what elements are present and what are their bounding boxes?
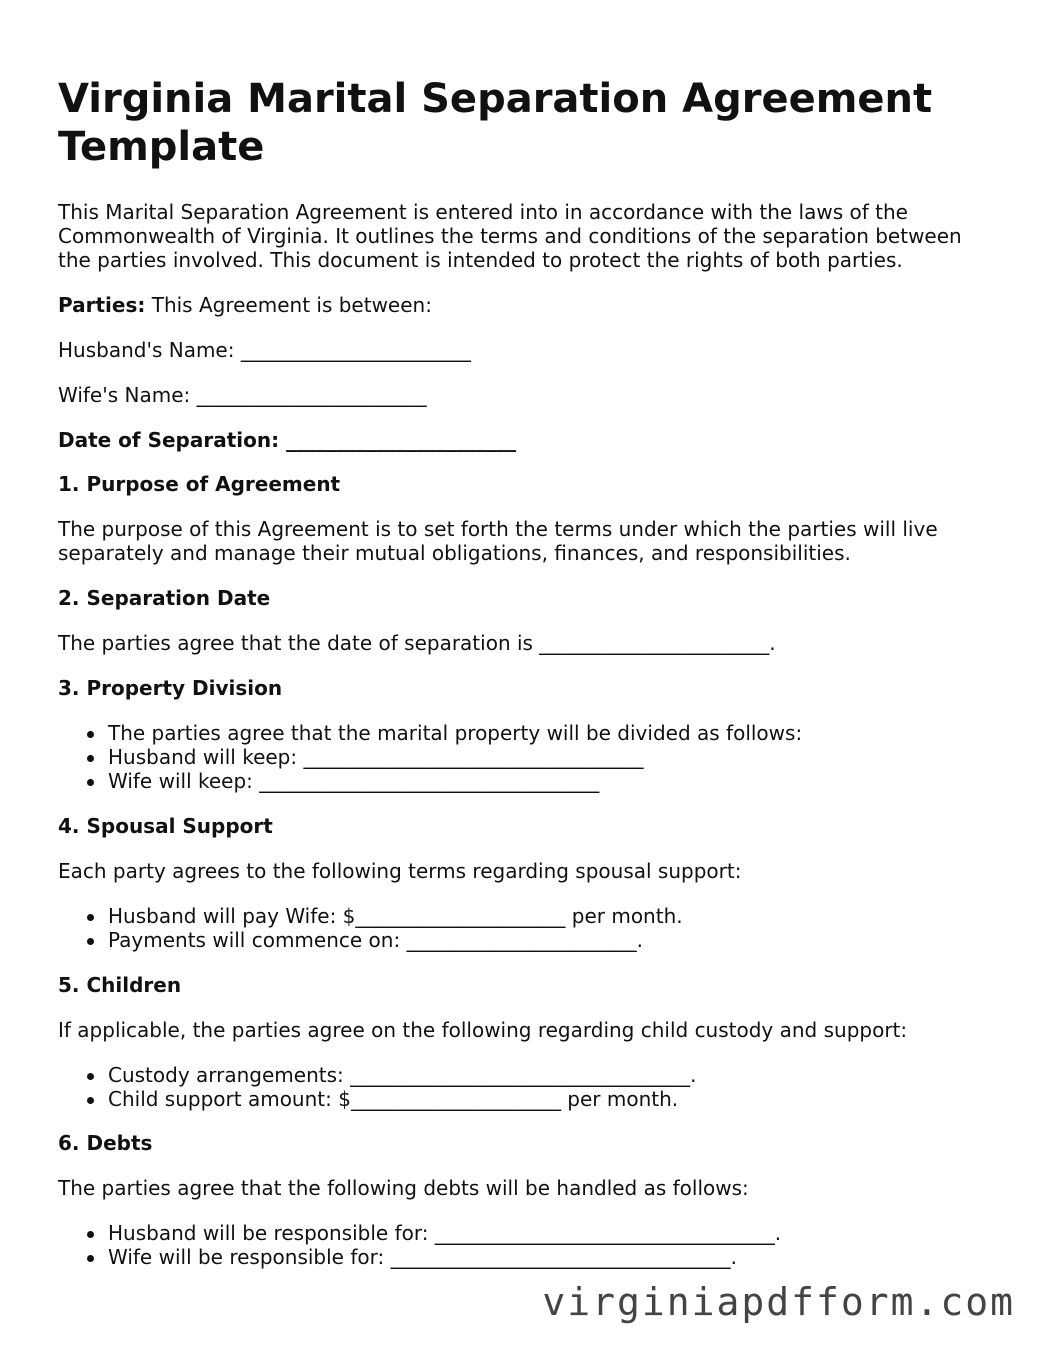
section-1-line-1: The purpose of this Agreement is to set forth the terms under which the parties will live xyxy=(58,517,938,541)
section-3-item-2: Husband will keep: __________________________________ xyxy=(108,745,644,769)
section-5-item-2: Child support amount: $_____________________ per month. xyxy=(108,1087,679,1111)
section-4-item-2: Payments will commence on: _______________________. xyxy=(108,928,643,952)
intro-line-3: the parties involved. This document is intended to protect the rights of both parties. xyxy=(58,248,903,272)
document-title: Virginia Marital Separation Agreement Template xyxy=(58,76,933,170)
parties-line xyxy=(58,293,432,317)
separation-date-field: Date of Separation: _______________________ xyxy=(58,428,517,452)
section-2-text: The parties agree that the date of separation is _______________________. xyxy=(58,631,776,655)
section-6-item-1: Husband will be responsible for: __________________________________. xyxy=(108,1221,782,1245)
parties-text: This Agreement is between: xyxy=(145,293,432,317)
section-3-item-3: Wife will keep: __________________________________ xyxy=(108,769,600,793)
section-5-heading: 5. Children xyxy=(58,973,182,997)
section-5-item-1: Custody arrangements: __________________________________. xyxy=(108,1063,697,1087)
section-3-heading: 3. Property Division xyxy=(58,676,283,700)
section-4-item-1: Husband will pay Wife: $_____________________ per month. xyxy=(108,904,683,928)
wife-name-field: Wife's Name: _______________________ xyxy=(58,383,427,407)
section-4-heading: 4. Spousal Support xyxy=(58,814,273,838)
section-2-heading: 2. Separation Date xyxy=(58,586,271,610)
intro-line-1: This Marital Separation Agreement is entered into in accordance with the laws of the xyxy=(58,200,908,224)
section-3-item-1: The parties agree that the marital property will be divided as follows: xyxy=(108,721,803,745)
section-1-heading: 1. Purpose of Agreement xyxy=(58,472,341,496)
section-5-text: If applicable, the parties agree on the following regarding child custody and support: xyxy=(58,1018,908,1042)
section-1-line-2: separately and manage their mutual obligations, finances, and responsibilities. xyxy=(58,541,851,565)
husband-name-field: Husband's Name: _______________________ xyxy=(58,338,471,362)
site-watermark: virginiapdfform.com xyxy=(542,1280,1015,1324)
intro-line-2: Commonwealth of Virginia. It outlines the terms and conditions of the separation between xyxy=(58,224,962,248)
section-6-heading: 6. Debts xyxy=(58,1131,153,1155)
section-6-item-2: Wife will be responsible for: __________________________________. xyxy=(108,1245,737,1269)
section-4-text: Each party agrees to the following terms regarding spousal support: xyxy=(58,859,742,883)
section-6-text: The parties agree that the following debts will be handled as follows: xyxy=(58,1176,749,1200)
parties-label: Parties: xyxy=(58,293,146,317)
